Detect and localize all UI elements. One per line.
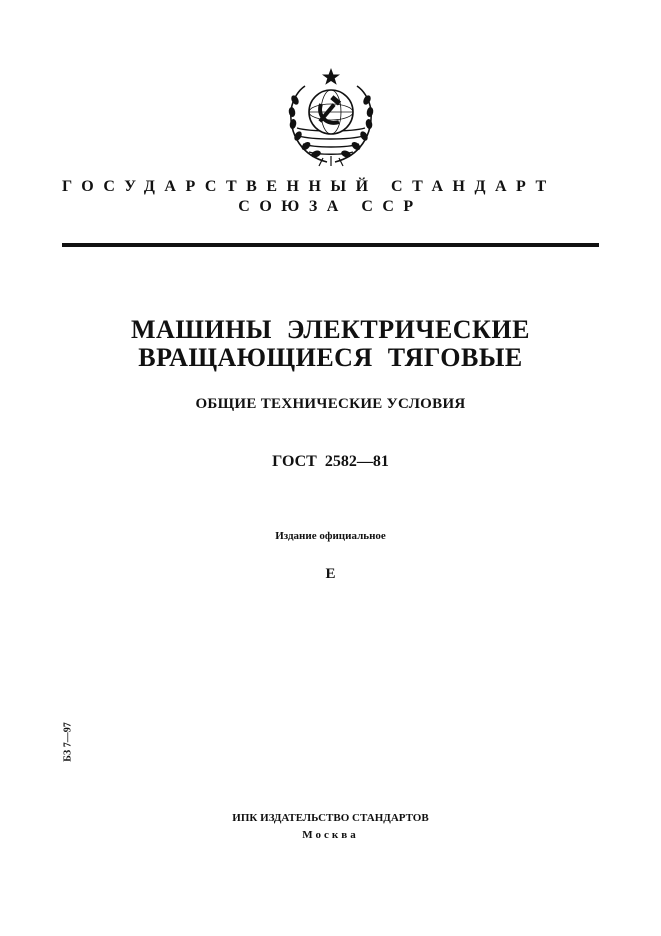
state-emblem-seal <box>281 66 381 170</box>
document-title-line1: МАШИНЫ ЭЛЕКТРИЧЕСКИЕ <box>131 315 530 344</box>
header-divider <box>62 243 599 247</box>
document-title <box>0 316 661 372</box>
side-code: БЗ 7—97 <box>62 722 74 762</box>
header-state-standard: ГОСУДАРСТВЕННЫЙ СТАНДАРТ <box>62 178 556 195</box>
publisher-city: Москва <box>302 829 359 841</box>
document-subtitle: ОБЩИЕ ТЕХНИЧЕСКИЕ УСЛОВИЯ <box>195 396 466 412</box>
edition-mark: Е <box>325 566 336 582</box>
header-ussr: СОЮЗА ССР <box>238 198 423 215</box>
document-title-line2: ВРАЩАЮЩИЕСЯ ТЯГОВЫЕ <box>138 343 523 372</box>
edition-note: Издание официальное <box>275 530 386 542</box>
publisher-name: ИПК ИЗДАТЕЛЬСТВО СТАНДАРТОВ <box>232 812 429 824</box>
standard-number: ГОСТ 2582—81 <box>272 453 389 470</box>
